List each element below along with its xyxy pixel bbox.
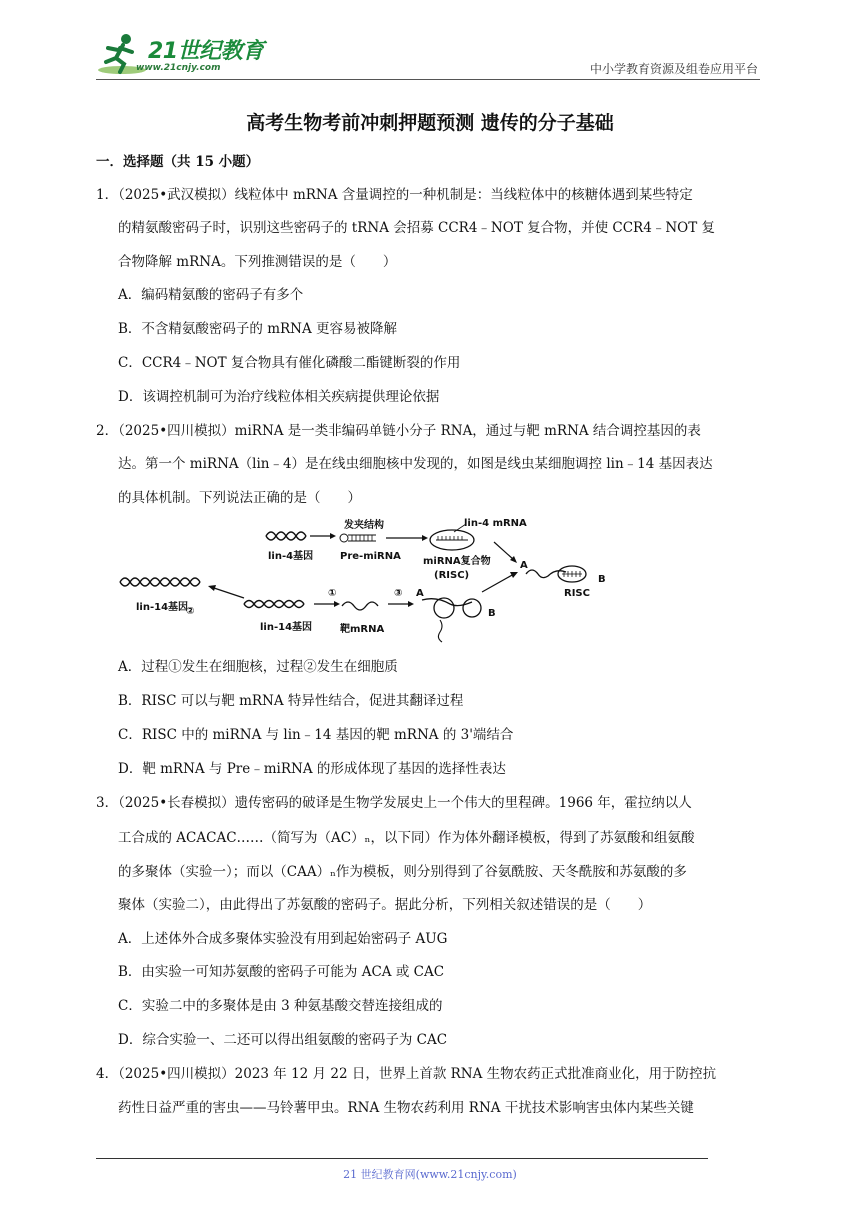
text-line: D．综合实验一、二还可以得出组氨酸的密码子为 CAC: [118, 1032, 448, 1048]
text-line: C．RISC 中的 miRNA 与 lin﹣14 基因的靶 mRNA 的 3'端结合: [118, 727, 514, 743]
label-B1: B: [598, 574, 606, 585]
footer-text: 21 世纪教育网(www.21cnjy.com): [343, 1168, 517, 1181]
text-line: C．实验二中的多聚体是由 3 种氨基酸交替连接组成的: [118, 998, 443, 1014]
label-complex: miRNA复合物: [423, 556, 491, 567]
label-A1: A: [520, 560, 528, 571]
label-A2: A: [416, 588, 424, 599]
label-lin14-gene-left: lin-14基因: [136, 602, 189, 613]
text-line: A．编码精氨酸的密码子有多个: [118, 287, 304, 303]
label-lin14-gene-mid: lin-14基因: [260, 622, 313, 633]
pre-mirna-hairpin-icon: [340, 534, 376, 542]
logo-url: www.21cnjy.com: [136, 63, 221, 73]
text-line: B．由实验一可知苏氨酸的密码子可能为 ACA 或 CAC: [118, 964, 445, 980]
text-line: B．RISC 可以与靶 mRNA 特异性结合，促进其翻译过程: [118, 693, 464, 709]
text-line: 的具体机制。下列说法正确的是（ ）: [118, 490, 361, 506]
text-line: A．上述体外合成多聚体实验没有用到起始密码子 AUG: [118, 931, 448, 947]
text-line: B．不含精氨酸密码子的 mRNA 更容易被降解: [118, 321, 398, 337]
section-heading: 一．选择题（共 15 小题）: [96, 154, 260, 170]
text-line: 的多聚体（实验一）；而以（CAA）ₙ作为模板，则分别得到了谷氨酰胺、天冬酰胺和苏氨酸的多: [118, 864, 687, 880]
text-line: 合物降解 mRNA。下列推测错误的是（ ）: [118, 254, 397, 270]
question-stem-line: 2．（2025•四川模拟）miRNA 是一类非编码单链小分子 RNA，通过与靶 mRNA 结合调控基因的表: [96, 423, 701, 439]
label-pre-mirna: Pre-miRNA: [340, 551, 401, 562]
label-step3: ③: [394, 588, 403, 599]
question-stem-line: 4．（2025•四川模拟）2023 年 12 月 22 日，世界上首款 RNA 生物农药正式批准商业化，用于防控抗: [96, 1066, 717, 1082]
page-header: [96, 32, 760, 80]
platform-name: 中小学教育资源及组卷应用平台: [589, 62, 758, 76]
question-stem-line: 3．（2025•长春模拟）遗传密码的破译是生物学发展史上一个伟大的里程碑。1966 年，霍拉纳以人: [96, 795, 692, 811]
lin4-gene-dna-icon: [266, 532, 306, 540]
text-line: 聚体（实验二），由此得出了苏氨酸的密码子。据此分析，下列相关叙述错误的是（ ）: [118, 897, 652, 913]
lin14-gene-dna-mid-icon: [244, 601, 304, 608]
text-line: 达。第一个 miRNA（lin﹣4）是在线虫细胞核中发现的，如图是线虫某细胞调控 lin﹣14 基因表达: [118, 456, 713, 472]
target-mrna-icon: [342, 602, 378, 610]
label-risc-paren: (RISC): [434, 570, 470, 581]
question-stem-line: 1．（2025•武汉模拟）线粒体中 mRNA 含量调控的一种机制是：当线粒体中的核糖体遇到某些特定: [96, 187, 693, 203]
logo-text: 21世纪教育: [148, 39, 264, 64]
label-lin4-mrna: lin-4 mRNA: [464, 518, 527, 529]
text-line: 药性日益严重的害虫——马铃薯甲虫。RNA 生物农药利用 RNA 干扰技术影响害虫体内某些关键: [118, 1100, 694, 1116]
footer-divider: [96, 1158, 708, 1159]
text-line: 的精氨酸密码子时，识别这些密码子的 tRNA 会招募 CCR4﹣NOT 复合物，并使 CCR4﹣NOT 复: [118, 220, 715, 236]
lin14-regulation-figure: [118, 516, 618, 644]
site-logo: [96, 32, 266, 80]
text-line: C．CCR4﹣NOT 复合物具有催化磷酸二酯键断裂的作用: [118, 355, 461, 371]
label-lin4-gene: lin-4基因: [268, 551, 314, 562]
page-title: 高考生物考前冲刺押题预测 遗传的分子基础: [246, 112, 614, 134]
text-line: D．靶 mRNA 与 Pre﹣miRNA 的形成体现了基因的选择性表达: [118, 761, 506, 777]
label-risc: RISC: [564, 588, 590, 599]
label-B2: B: [488, 608, 496, 619]
text-line: A．过程①发生在细胞核，过程②发生在细胞质: [118, 659, 398, 675]
text-line: D．该调控机制可为治疗线粒体相关疾病提供理论依据: [118, 389, 440, 405]
header-divider: [96, 79, 760, 80]
text-line: 工合成的 ACACAC……（简写为（AC）ₙ，以下同）作为体外翻译模板，得到了苏氨酸和组氨酸: [118, 830, 695, 846]
label-step2: ②: [186, 606, 195, 617]
label-step1: ①: [328, 588, 337, 599]
label-hairpin: 发夹结构: [344, 520, 384, 531]
label-target-mrna: 靶mRNA: [340, 624, 385, 635]
lin14-gene-dna-left-icon: [120, 578, 200, 586]
